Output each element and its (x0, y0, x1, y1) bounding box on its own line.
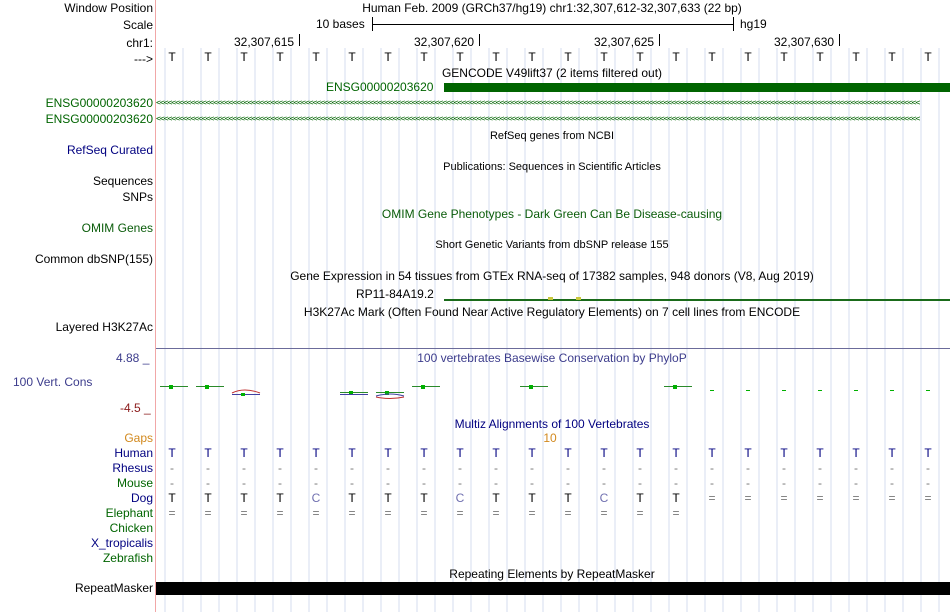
refseq-title: RefSeq genes from NCBI (489, 130, 615, 142)
coord-label: 32,307,615 (234, 35, 295, 49)
phylop-bar (818, 390, 822, 391)
dbsnp-left-label[interactable]: Common dbSNP(155) (34, 252, 153, 266)
phylop-bar (196, 386, 224, 387)
gencode-feature-label: ENSG00000203620 (326, 80, 434, 94)
sequence-base: T (240, 50, 248, 64)
alignment-base: T (348, 446, 356, 460)
phylop-bar (160, 386, 188, 387)
alignment-base: - (314, 461, 318, 475)
alignment-base: T (780, 446, 788, 460)
phylop-bar (746, 390, 750, 391)
sequence-base: T (672, 50, 680, 64)
h3k27ac-baseline (156, 348, 950, 349)
alignment-base: - (566, 461, 570, 475)
alignment-base: T (384, 446, 392, 460)
sequence-base: T (204, 50, 212, 64)
alignment-base: = (240, 506, 248, 520)
sequence-base: T (492, 50, 500, 64)
h3k27ac-left-label[interactable]: Layered H3K27Ac (55, 320, 153, 334)
species-alignment-row (0, 506, 950, 520)
alignment-base: T (888, 446, 896, 460)
h3k27ac-title: H3K27Ac Mark (Often Found Near Active Regulatory Elements) on 7 cell lines from ENCODE (303, 305, 801, 319)
alignment-base: - (170, 461, 174, 475)
sequence-base: T (852, 50, 860, 64)
alignment-base: = (276, 506, 284, 520)
alignment-base: - (422, 461, 426, 475)
phylop-bar (529, 385, 533, 389)
alignment-base: T (240, 491, 248, 505)
alignment-base: - (926, 476, 930, 490)
alignment-base: T (276, 446, 284, 460)
species-label[interactable]: Mouse (116, 476, 153, 490)
alignment-base: = (888, 491, 896, 505)
alignment-base: = (780, 491, 788, 505)
alignment-base: T (204, 446, 212, 460)
coord-tick (299, 34, 300, 46)
alignment-base: - (350, 461, 354, 475)
alignment-base: - (782, 461, 786, 475)
alignment-base: T (384, 491, 392, 505)
sequence-base: T (600, 50, 608, 64)
alignment-base: = (600, 506, 608, 520)
omim-left-label[interactable]: OMIM Genes (81, 221, 153, 235)
alignment-base: - (314, 476, 318, 490)
alignment-base: - (674, 461, 678, 475)
alignment-base: - (458, 461, 462, 475)
alignment-base: - (206, 476, 210, 490)
alignment-base: = (528, 506, 536, 520)
phylop-bar (854, 390, 858, 391)
species-label[interactable]: Elephant (105, 506, 153, 520)
sequence-base: T (708, 50, 716, 64)
phylop-bar (340, 394, 368, 395)
alignment-base: = (492, 506, 500, 520)
repeatmasker-left-label[interactable]: RepeatMasker (74, 581, 153, 595)
alignment-base: T (492, 491, 500, 505)
alignment-base: - (710, 476, 714, 490)
window-position-label: Window Position (64, 1, 153, 15)
sequence-base: T (384, 50, 392, 64)
alignment-base: - (638, 476, 642, 490)
species-alignment-row (0, 536, 950, 550)
alignment-base: = (204, 506, 212, 520)
alignment-base: T (204, 491, 212, 505)
species-label[interactable]: Human (114, 446, 153, 460)
phylop-bar (673, 385, 677, 389)
refseq-left-label[interactable]: RefSeq Curated (66, 143, 153, 157)
gaps-label[interactable]: Gaps (124, 431, 153, 445)
species-label[interactable]: Dog (130, 491, 153, 505)
alignment-base: T (636, 446, 644, 460)
alignment-base: - (494, 476, 498, 490)
alignment-base: T (456, 446, 464, 460)
alignment-base: - (530, 461, 534, 475)
sequence-base: T (276, 50, 284, 64)
coord-label: 32,307,630 (774, 35, 835, 49)
phylop-min-label: -4.5 _ (120, 401, 151, 415)
alignment-base: = (744, 491, 752, 505)
gencode-left-label[interactable]: ENSG00000203620 (45, 96, 153, 110)
alignment-base: - (890, 461, 894, 475)
phylop-arc (376, 397, 404, 399)
alignment-base: - (242, 461, 246, 475)
coord-tick (479, 34, 480, 46)
sequence-base: T (312, 50, 320, 64)
gtex-gene-line[interactable] (444, 299, 950, 301)
publications-sequences-label[interactable]: Sequences (92, 174, 153, 188)
alignment-base: = (420, 506, 428, 520)
sequence-base: T (168, 50, 176, 64)
alignment-base: = (672, 506, 680, 520)
alignment-base: - (926, 461, 930, 475)
alignment-base: T (564, 491, 572, 505)
alignment-base: - (386, 476, 390, 490)
alignment-base: - (278, 476, 282, 490)
alignment-base: - (782, 476, 786, 490)
phylop-bar (376, 392, 404, 393)
alignment-base: - (674, 476, 678, 490)
gencode-title: GENCODE V49lift37 (2 items filtered out) (441, 66, 663, 80)
phylop-bar (340, 392, 368, 393)
gencode-exon[interactable] (444, 83, 950, 92)
alignment-base: - (818, 476, 822, 490)
sequence-base: T (780, 50, 788, 64)
sequence-base: T (528, 50, 536, 64)
phylop-bar (664, 386, 692, 387)
strand-label: ---> (134, 52, 153, 66)
alignment-base: T (636, 491, 644, 505)
sequence-base: T (636, 50, 644, 64)
scale-text: 10 bases (316, 17, 365, 31)
alignment-base: = (708, 491, 716, 505)
scale-assembly: hg19 (740, 17, 767, 31)
species-label[interactable]: Rhesus (112, 461, 153, 475)
species-alignment-row (0, 476, 950, 490)
alignment-base: - (602, 476, 606, 490)
alignment-base: C (311, 491, 321, 505)
scale-bar-right-tick (733, 17, 734, 31)
alignment-base: T (708, 446, 716, 460)
coord-tick (659, 34, 660, 46)
coord-label: 32,307,620 (414, 35, 475, 49)
phylop-bar (710, 390, 714, 391)
sequence-base: T (348, 50, 356, 64)
gencode-transcript-2[interactable]: <<<<<<<<<<<<<<<<<<<<<<<<<<<<<<<<<<<<<<<<<<<<<<<<<<<<<<<<<<<<<<<<<<<<<<<<<<<<<<<<<<<<<<<<<<<<<<<<<<<<<<<<<<<<<<<<<<<<<<<<<<<<<<<<<<<<<<<<<<<<<<<<<<<<<<<<<<<<<<<<<<<<<<<<<<<<<<<<<<<<<<<<<<<<<<<<<<<<<<<< (156, 114, 920, 123)
phylop-arc (376, 394, 404, 396)
alignment-base: = (312, 506, 320, 520)
alignment-base: T (672, 491, 680, 505)
alignment-base: T (852, 446, 860, 460)
alignment-base: C (455, 491, 465, 505)
alignment-base: - (746, 461, 750, 475)
phylop-title: 100 vertebrates Basewise Conservation by PhyloP (417, 351, 687, 365)
coord-tick (839, 34, 840, 46)
alignment-base: T (168, 491, 176, 505)
species-alignment-row (0, 521, 950, 535)
gtex-expression-mark (548, 297, 553, 300)
scale-label: Scale (122, 18, 153, 32)
chr-label: chr1: (126, 36, 153, 50)
alignment-base: T (420, 446, 428, 460)
gtex-expression-mark (576, 297, 581, 300)
phylop-bar (412, 386, 440, 387)
species-label[interactable]: Zebrafish (102, 551, 153, 565)
alignment-base: - (602, 461, 606, 475)
alignment-base: T (348, 491, 356, 505)
sequence-base: T (744, 50, 752, 64)
species-alignment-row (0, 551, 950, 565)
repeatmasker-title: Repeating Elements by RepeatMasker (449, 567, 655, 581)
alignment-base: T (744, 446, 752, 460)
phylop-left-label[interactable]: 100 Vert. Cons (13, 375, 93, 389)
alignment-base: - (854, 476, 858, 490)
alignment-base: T (528, 446, 536, 460)
multiz-title: Multiz Alignments of 100 Vertebrates (454, 417, 650, 431)
alignment-base: = (348, 506, 356, 520)
sequence-base: T (456, 50, 464, 64)
alignment-base: - (206, 461, 210, 475)
gaps-value: 10 (543, 431, 557, 445)
alignment-base: - (530, 476, 534, 490)
alignment-base: = (168, 506, 176, 520)
species-alignment-row (0, 446, 950, 460)
phylop-bar (926, 390, 930, 391)
publications-snps-label[interactable]: SNPs (122, 190, 153, 204)
alignment-base: - (242, 476, 246, 490)
alignment-base: - (566, 476, 570, 490)
coord-label: 32,307,625 (594, 35, 655, 49)
alignment-base: T (924, 446, 932, 460)
alignment-base: T (420, 491, 428, 505)
alignment-base: T (672, 446, 680, 460)
alignment-base: - (494, 461, 498, 475)
alignment-base: T (564, 446, 572, 460)
alignment-base: - (458, 476, 462, 490)
phylop-bar (232, 394, 260, 395)
sequence-row (0, 50, 950, 64)
species-alignment-row (0, 461, 950, 475)
sequence-base: T (564, 50, 572, 64)
phylop-bar (349, 391, 353, 394)
scale-bar-left-tick (372, 17, 373, 31)
omim-title: OMIM Gene Phenotypes - Dark Green Can Be Disease-causing (381, 207, 723, 221)
window-position-text: Human Feb. 2009 (GRCh37/hg19) chr1:32,307,612-32,307,633 (22 bp) (362, 1, 742, 15)
phylop-graph (156, 380, 950, 404)
alignment-base: - (386, 461, 390, 475)
sequence-base: T (888, 50, 896, 64)
alignment-base: = (636, 506, 644, 520)
alignment-base: = (456, 506, 464, 520)
alignment-base: T (168, 446, 176, 460)
alignment-base: - (854, 461, 858, 475)
alignment-base: T (276, 491, 284, 505)
publications-title: Publications: Sequences in Scientific Articles (443, 161, 661, 173)
gencode-transcript-1[interactable]: <<<<<<<<<<<<<<<<<<<<<<<<<<<<<<<<<<<<<<<<<<<<<<<<<<<<<<<<<<<<<<<<<<<<<<<<<<<<<<<<<<<<<<<<<<<<<<<<<<<<<<<<<<<<<<<<<<<<<<<<<<<<<<<<<<<<<<<<<<<<<<<<<<<<<<<<<<<<<<<<<<<<<<<<<<<<<<<<<<<<<<<<<<<<<<<<<<<<<<<< (156, 98, 920, 107)
sequence-base: T (420, 50, 428, 64)
repeatmasker-element[interactable] (156, 582, 950, 595)
phylop-arc (232, 390, 260, 393)
gencode-left-label[interactable]: ENSG00000203620 (45, 112, 153, 126)
alignment-base: = (852, 491, 860, 505)
species-label[interactable]: Chicken (109, 521, 153, 535)
alignment-base: = (384, 506, 392, 520)
phylop-max-label: 4.88 _ (116, 351, 150, 365)
phylop-bar (241, 393, 245, 396)
phylop-bar (169, 385, 173, 389)
alignment-base: - (746, 476, 750, 490)
alignment-base: - (278, 461, 282, 475)
gtex-title: Gene Expression in 54 tissues from GTEx RNA-seq of 17382 samples, 948 donors (V8, Aug 2019) (290, 269, 814, 283)
alignment-base: - (890, 476, 894, 490)
alignment-base: T (240, 446, 248, 460)
alignment-base: - (422, 476, 426, 490)
dbsnp-title: Short Genetic Variants from dbSNP release 155 (435, 239, 669, 251)
phylop-bar (890, 390, 894, 391)
alignment-base: = (564, 506, 572, 520)
alignment-base: - (710, 461, 714, 475)
sequence-base: T (924, 50, 932, 64)
alignment-base: - (170, 476, 174, 490)
phylop-bar (520, 386, 548, 387)
alignment-base: - (350, 476, 354, 490)
alignment-base: T (528, 491, 536, 505)
alignment-base: T (816, 446, 824, 460)
phylop-bar (205, 385, 209, 389)
alignment-base: - (818, 461, 822, 475)
alignment-base: T (312, 446, 320, 460)
phylop-bar (421, 385, 425, 389)
alignment-base: T (492, 446, 500, 460)
alignment-base: T (600, 446, 608, 460)
sequence-base: T (816, 50, 824, 64)
alignment-base: = (816, 491, 824, 505)
alignment-base: = (924, 491, 932, 505)
species-label[interactable]: X_tropicalis (90, 536, 153, 550)
alignment-base: C (599, 491, 609, 505)
scale-bar (372, 24, 733, 25)
gtex-feature-label: RP11-84A19.2 (356, 287, 434, 301)
alignment-base: - (638, 461, 642, 475)
species-alignment-row (0, 491, 950, 505)
phylop-bar (782, 390, 786, 391)
